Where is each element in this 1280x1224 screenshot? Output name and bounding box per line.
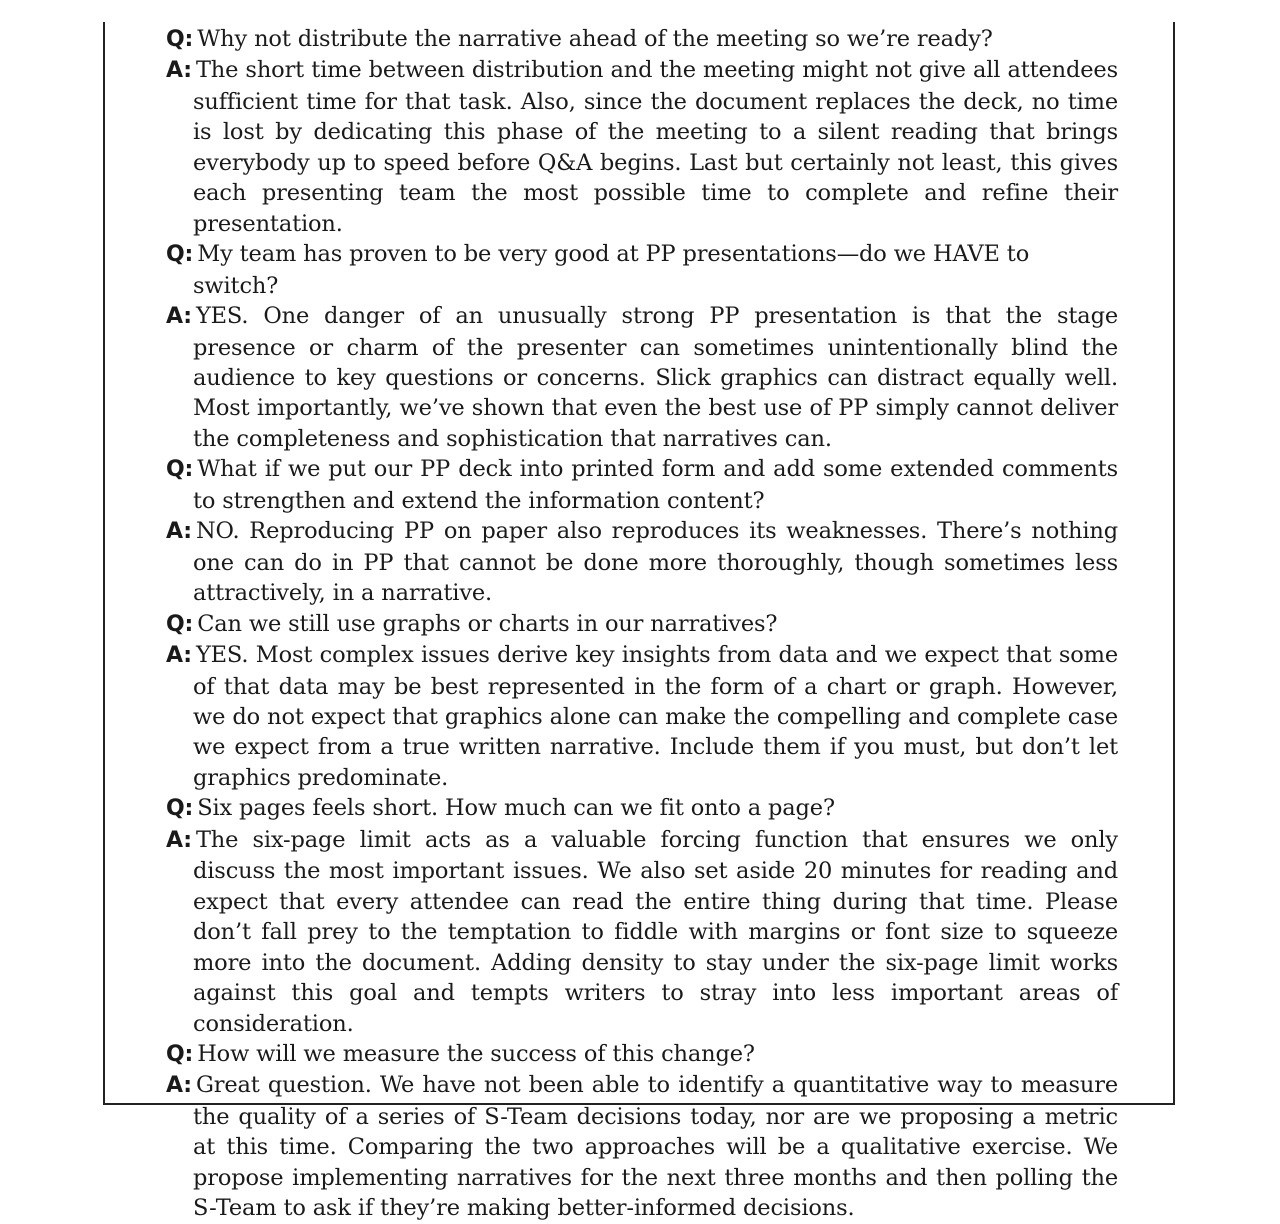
answer-tag: A: bbox=[166, 58, 192, 84]
question-tag: Q: bbox=[166, 611, 194, 637]
question-text: How will we measure the success of this change? bbox=[197, 1040, 755, 1067]
faq-answer-5 bbox=[166, 825, 1118, 1039]
faq-answer-2 bbox=[166, 301, 1118, 454]
faq-question-3 bbox=[166, 454, 1118, 516]
answer-text: YES. Most complex issues derive key insights from data and we expect that some of that data may be best represented in the form of a chart or graph. However, we do not expect that graphics alone can make the compelling and complete case we expect from a true written narrative. Include them if you must, but don’t let graphics predominate. bbox=[193, 642, 1118, 791]
faq-question-1 bbox=[166, 24, 1118, 55]
faq-question-4 bbox=[166, 609, 1118, 640]
question-text: Can we still use graphs or charts in our narratives? bbox=[197, 610, 778, 637]
faq-question-2 bbox=[166, 239, 1118, 301]
question-tag: Q: bbox=[166, 796, 194, 822]
answer-text: YES. One danger of an unusually strong PP presentation is that the stage presence or charm of the presenter can sometimes unintentionally blind the audience to key questions or concerns. Slick graphics can distract equally well. Most importantly, we’ve shown that even the best use of PP simply cannot deliver the completeness and sophistication that narratives can. bbox=[193, 303, 1118, 452]
answer-text: NO. Reproducing PP on paper also reproduces its weaknesses. There’s nothing one can do in PP that cannot be done more thoroughly, though sometimes less attractively, in a narrative. bbox=[193, 518, 1118, 607]
question-tag: Q: bbox=[166, 457, 194, 483]
answer-tag: A: bbox=[166, 643, 192, 669]
question-text: My team has proven to be very good at PP presentations—do we HAVE to switch? bbox=[193, 241, 1030, 299]
question-tag: Q: bbox=[166, 27, 194, 52]
faq-question-6 bbox=[166, 1039, 1118, 1070]
question-tag: Q: bbox=[166, 1041, 194, 1067]
answer-text: The six-page limit acts as a valuable forcing function that ensures we only discuss the most important issues. We also set aside 20 minutes for reading and expect that every attendee can read the entire thing during that time. Please don’t fall prey to the temptation to fiddle with margins or font size to squeeze more into the document. Adding density to stay under the six-page limit works against this goal and tempts writers to stray into less important areas of consideration. bbox=[193, 826, 1118, 1037]
faq-list bbox=[166, 24, 1118, 1224]
question-text: Six pages feels short. How much can we fit onto a page? bbox=[197, 795, 835, 822]
answer-tag: A: bbox=[166, 1073, 192, 1099]
answer-tag: A: bbox=[166, 304, 192, 330]
answer-tag: A: bbox=[166, 827, 192, 853]
question-text: Why not distribute the narrative ahead of the meeting so we’re ready? bbox=[197, 26, 993, 52]
answer-text: Great question. We have not been able to identify a quantitative way to measure the quality of a series of S-Team decisions today, nor are we proposing a metric at this time. Comparing the two approaches will be a qualitative exercise. We propose implementing narratives for the next three months and then polling the S-Team to ask if they’re making better-informed decisions. bbox=[193, 1072, 1118, 1222]
faq-answer-3 bbox=[166, 516, 1118, 608]
question-text: What if we put our PP deck into printed form and add some extended comments to strengthen and extend the information content? bbox=[193, 456, 1118, 514]
faq-question-5 bbox=[166, 793, 1118, 824]
answer-text: The short time between distribution and the meeting might not give all attendees sufficient time for that task. Also, since the document replaces the deck, no time is lost by dedicating this phase of the meeting to a silent reading that brings everybody up to speed before Q&A begins. Last but certainly not least, this gives each presenting team the most possible time to complete and refine their presentation. bbox=[193, 57, 1118, 237]
question-tag: Q: bbox=[166, 242, 194, 268]
faq-answer-6 bbox=[166, 1070, 1118, 1223]
faq-answer-4 bbox=[166, 640, 1118, 793]
faq-answer-1 bbox=[166, 55, 1118, 239]
answer-tag: A: bbox=[166, 519, 192, 545]
